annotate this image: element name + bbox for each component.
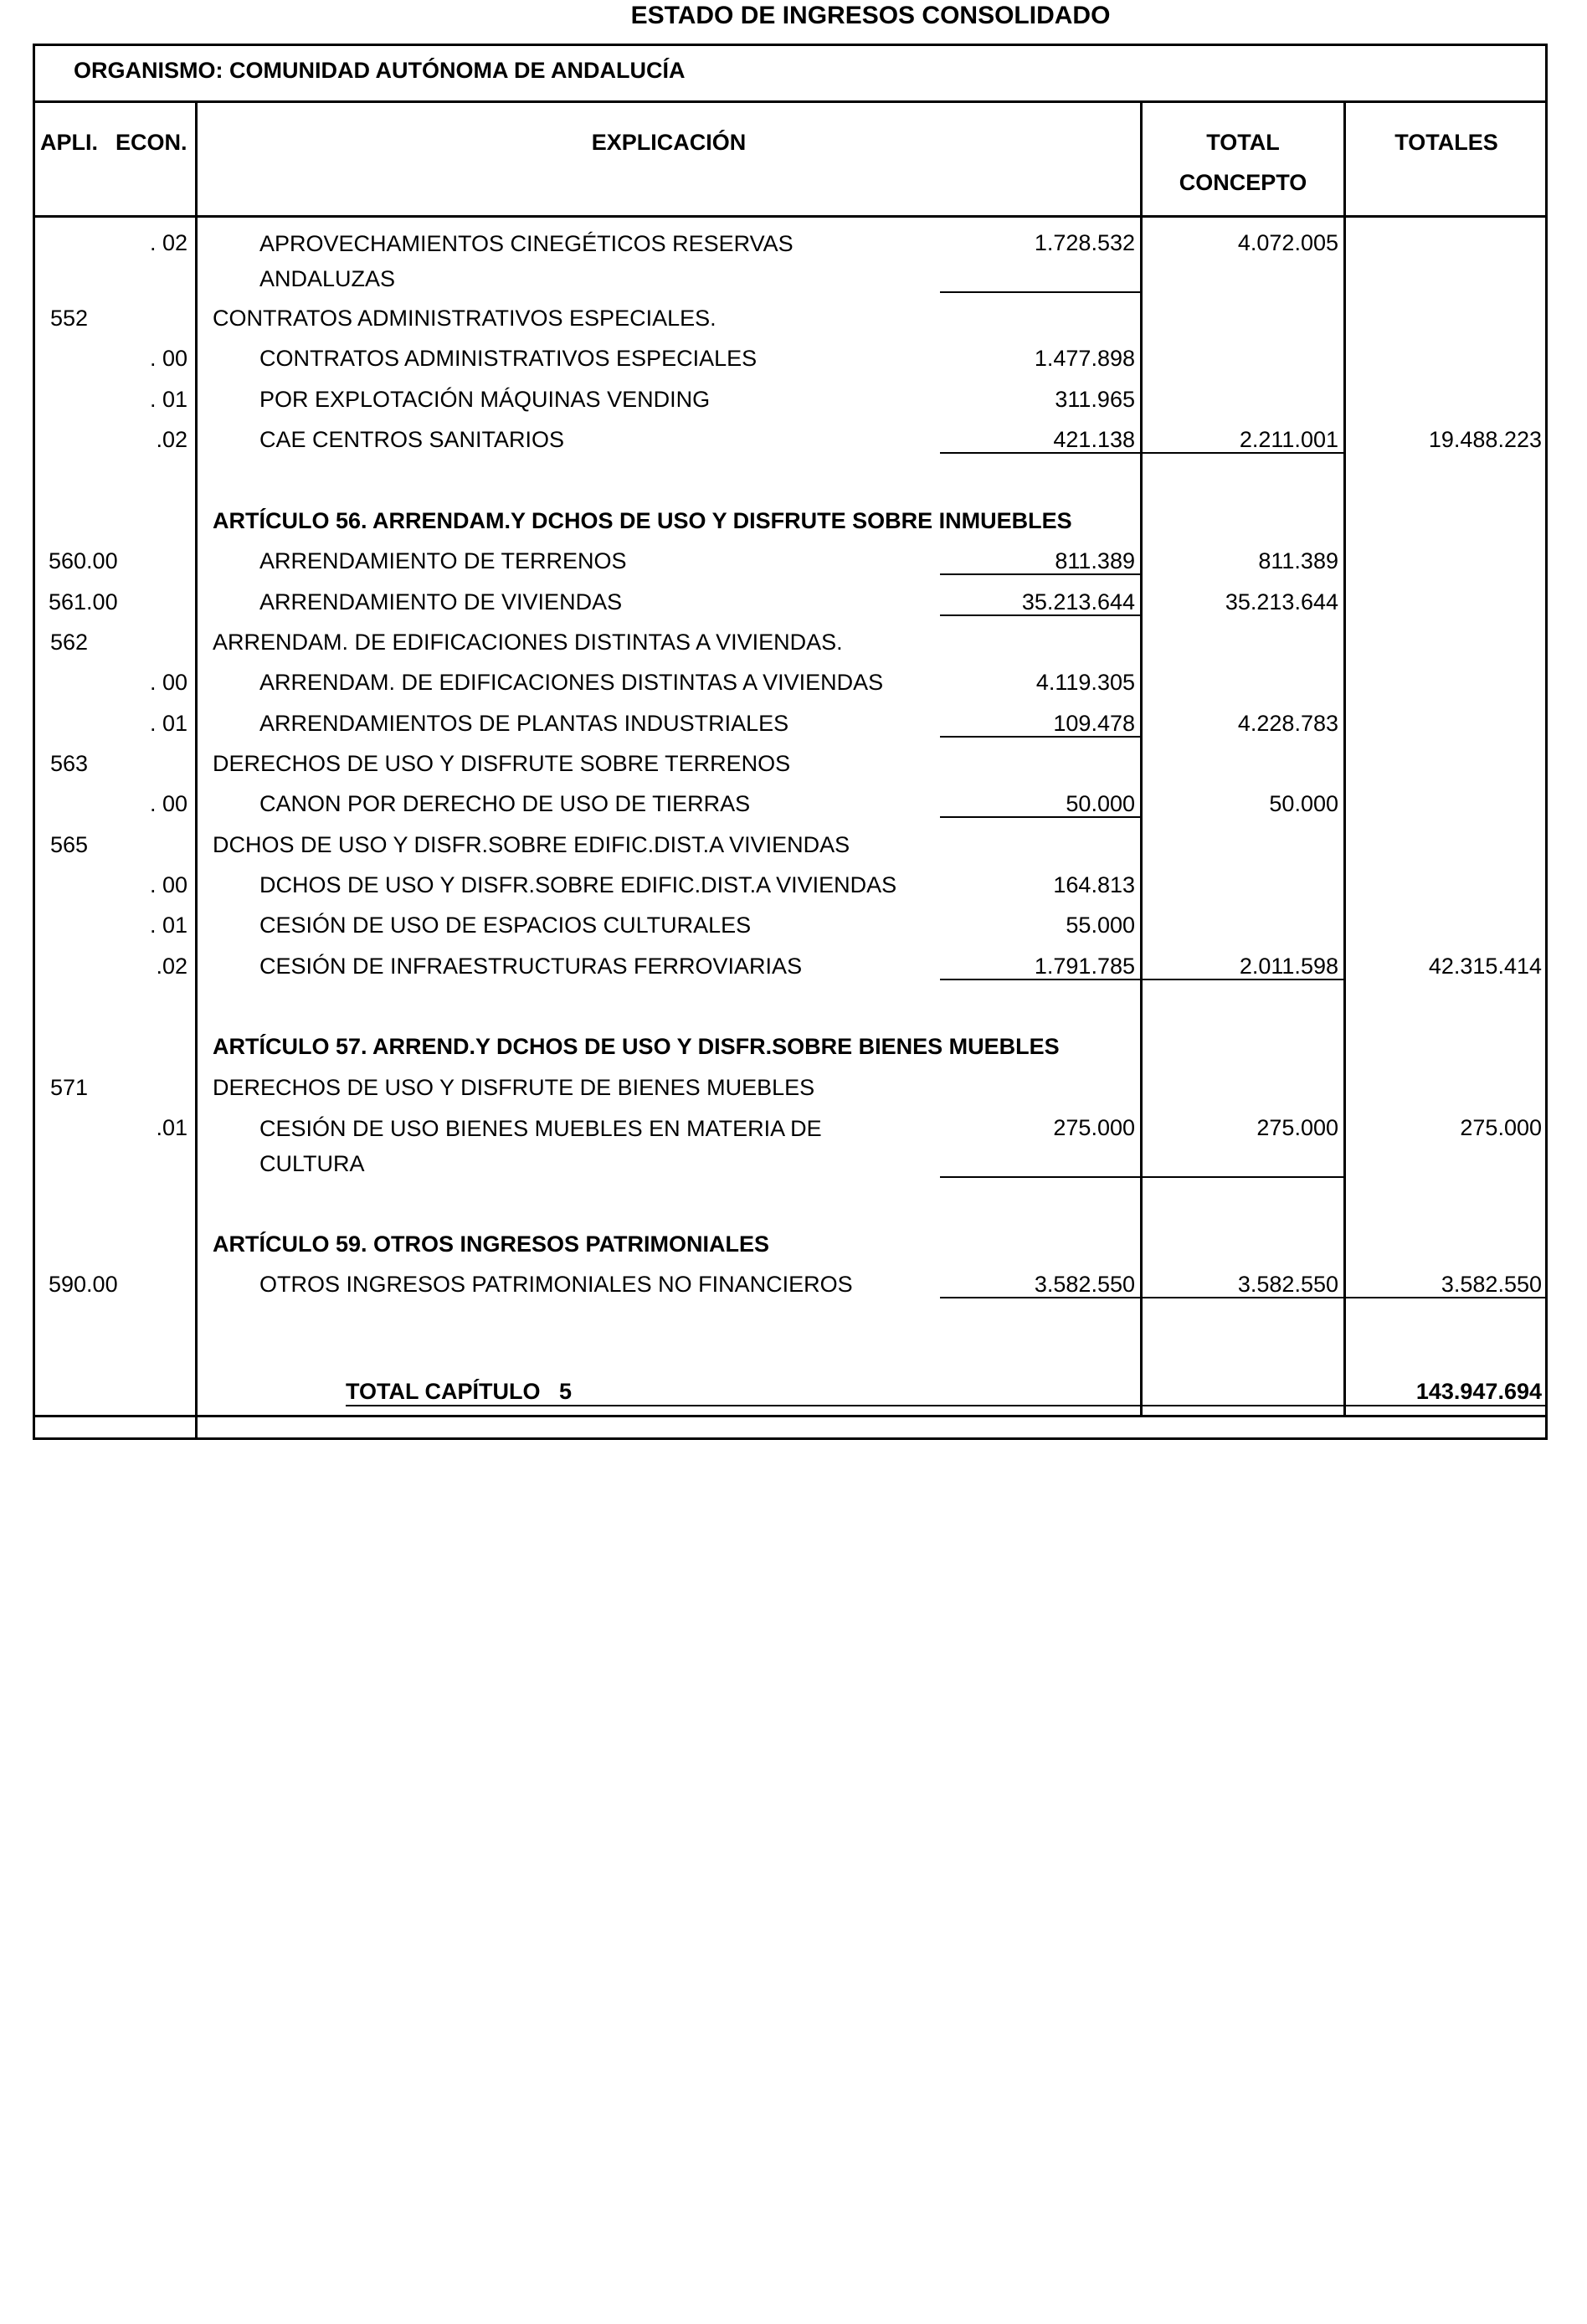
row-sub: . 01 bbox=[149, 711, 187, 736]
row-text: ARRENDAM. DE EDIFICACIONES DISTINTAS A VIVIENDAS bbox=[259, 670, 884, 695]
row-amount: 275.000 bbox=[1053, 1115, 1135, 1140]
row-text: DERECHOS DE USO Y DISFRUTE SOBRE TERRENOS bbox=[213, 751, 791, 776]
row-text: ARRENDAMIENTO DE TERRENOS bbox=[259, 548, 627, 573]
row-sub: . 02 bbox=[149, 230, 187, 255]
row-text: APROVECHAMIENTOS CINEGÉTICOS RESERVAS ANDALUZAS bbox=[259, 231, 794, 291]
row-concepto: 2.011.598 bbox=[1239, 954, 1338, 979]
row-sub: . 01 bbox=[149, 387, 187, 412]
amount-underline bbox=[940, 736, 1140, 738]
row-code: 552 bbox=[50, 306, 89, 331]
row-amount: 311.965 bbox=[1055, 387, 1135, 412]
total-capitulo-value: 143.947.694 bbox=[1415, 1379, 1542, 1404]
row-amount: 1.791.785 bbox=[1034, 954, 1135, 979]
row-text: ARRENDAM. DE EDIFICACIONES DISTINTAS A VIVIENDAS. bbox=[213, 630, 843, 655]
row-amount: 811.389 bbox=[1055, 548, 1135, 573]
header-explicacion: EXPLICACIÓN bbox=[591, 130, 747, 155]
row-sub: . 00 bbox=[149, 670, 187, 695]
row-sub: . 00 bbox=[149, 791, 187, 816]
row-concepto: 50.000 bbox=[1269, 791, 1338, 816]
column-divider-explicacion bbox=[195, 100, 198, 1440]
row-text: CANON POR DERECHO DE USO DE TIERRAS bbox=[259, 791, 751, 816]
row-concepto: 275.000 bbox=[1256, 1115, 1338, 1140]
row-amount: 421.138 bbox=[1053, 427, 1135, 452]
row-text: CONTRATOS ADMINISTRATIVOS ESPECIALES bbox=[259, 346, 758, 371]
header-divider-top bbox=[33, 100, 1548, 103]
total-capitulo-label: TOTAL CAPÍTULO 5 bbox=[346, 1379, 573, 1404]
row-amount: 50.000 bbox=[1066, 791, 1135, 816]
row-sub: . 00 bbox=[149, 872, 187, 897]
row-text: CONTRATOS ADMINISTRATIVOS ESPECIALES. bbox=[213, 306, 716, 331]
row-amount: 4.119.305 bbox=[1035, 670, 1135, 695]
row-sub: .01 bbox=[156, 1115, 187, 1140]
organismo-label: ORGANISMO: COMUNIDAD AUTÓNOMA DE ANDALUCÍA bbox=[74, 58, 686, 83]
row-totales: 19.488.223 bbox=[1428, 427, 1542, 452]
row-concepto: 4.228.783 bbox=[1237, 711, 1338, 736]
row-amount: 1.728.532 bbox=[1034, 230, 1135, 255]
row-code: 571 bbox=[50, 1075, 89, 1100]
row-concepto: 811.389 bbox=[1258, 548, 1338, 573]
amount-underline bbox=[940, 816, 1140, 818]
row-text: DCHOS DE USO Y DISFR.SOBRE EDIFIC.DIST.A VIVIENDAS bbox=[259, 872, 897, 897]
row-sub: .02 bbox=[156, 427, 187, 452]
row-text: DERECHOS DE USO Y DISFRUTE DE BIENES MUEBLES bbox=[213, 1075, 815, 1100]
row-amount: 35.213.644 bbox=[1021, 589, 1135, 614]
amount-underline bbox=[940, 614, 1140, 616]
row-text: ARRENDAMIENTOS DE PLANTAS INDUSTRIALES bbox=[259, 711, 789, 736]
row-text: OTROS INGRESOS PATRIMONIALES NO FINANCIEROS bbox=[259, 1272, 853, 1297]
row-amount: 55.000 bbox=[1066, 913, 1135, 938]
column-divider-totales bbox=[1343, 100, 1346, 1417]
amount-underline bbox=[940, 291, 1140, 293]
total-underline bbox=[346, 1405, 1548, 1406]
header-concepto: CONCEPTO bbox=[1179, 170, 1307, 195]
total-row-bottom-rule bbox=[33, 1415, 1548, 1417]
row-text: DCHOS DE USO Y DISFR.SOBRE EDIFIC.DIST.A VIVIENDAS bbox=[213, 832, 850, 857]
row-concepto: 3.582.550 bbox=[1237, 1272, 1338, 1297]
header-apli: APLI. bbox=[40, 130, 99, 155]
row-code: 562 bbox=[50, 630, 89, 655]
amount-underline bbox=[940, 452, 1343, 454]
row-text: POR EXPLOTACIÓN MÁQUINAS VENDING bbox=[259, 387, 711, 412]
row-text: CESIÓN DE USO BIENES MUEBLES EN MATERIA DE CULTURA bbox=[259, 1116, 822, 1176]
column-divider-concepto bbox=[1140, 100, 1143, 1417]
row-code: 561.00 bbox=[49, 589, 118, 614]
row-amount: 3.582.550 bbox=[1034, 1272, 1135, 1297]
row-totales: 42.315.414 bbox=[1428, 954, 1542, 979]
row-sub: .02 bbox=[156, 954, 187, 979]
row-totales: 3.582.550 bbox=[1441, 1272, 1542, 1297]
amount-underline bbox=[940, 573, 1140, 575]
header-econ: ECON. bbox=[116, 130, 187, 155]
row-amount: 164.813 bbox=[1053, 872, 1135, 897]
amount-underline bbox=[940, 979, 1343, 980]
article-heading: ARTÍCULO 56. ARRENDAM.Y DCHOS DE USO Y DISFRUTE SOBRE INMUEBLES bbox=[213, 508, 1072, 533]
article-heading: ARTÍCULO 57. ARREND.Y DCHOS DE USO Y DISFR.SOBRE BIENES MUEBLES bbox=[213, 1034, 1060, 1059]
header-total: TOTAL bbox=[1206, 130, 1280, 155]
header-divider-bottom bbox=[33, 215, 1548, 218]
row-code: 560.00 bbox=[49, 548, 118, 573]
row-code: 563 bbox=[50, 751, 89, 776]
article-heading: ARTÍCULO 59. OTROS INGRESOS PATRIMONIALES bbox=[213, 1231, 770, 1257]
row-amount: 109.478 bbox=[1053, 711, 1135, 736]
row-code: 590.00 bbox=[49, 1272, 118, 1297]
row-amount: 1.477.898 bbox=[1034, 346, 1135, 371]
row-sub: . 00 bbox=[149, 346, 187, 371]
row-text: CESIÓN DE INFRAESTRUCTURAS FERROVIARIAS bbox=[259, 954, 803, 979]
row-concepto: 4.072.005 bbox=[1237, 230, 1338, 255]
amount-underline bbox=[940, 1176, 1343, 1178]
row-code: 565 bbox=[50, 832, 89, 857]
row-text: CAE CENTROS SANITARIOS bbox=[259, 427, 565, 452]
row-text: ARRENDAMIENTO DE VIVIENDAS bbox=[259, 589, 623, 614]
document-title: ESTADO DE INGRESOS CONSOLIDADO bbox=[630, 2, 1111, 29]
header-totales: TOTALES bbox=[1394, 130, 1498, 155]
row-text: CESIÓN DE USO DE ESPACIOS CULTURALES bbox=[259, 913, 752, 938]
row-sub: . 01 bbox=[149, 913, 187, 938]
row-concepto: 2.211.001 bbox=[1239, 427, 1338, 452]
row-concepto: 35.213.644 bbox=[1225, 589, 1338, 614]
amount-underline bbox=[940, 1297, 1548, 1298]
row-totales: 275.000 bbox=[1460, 1115, 1542, 1140]
